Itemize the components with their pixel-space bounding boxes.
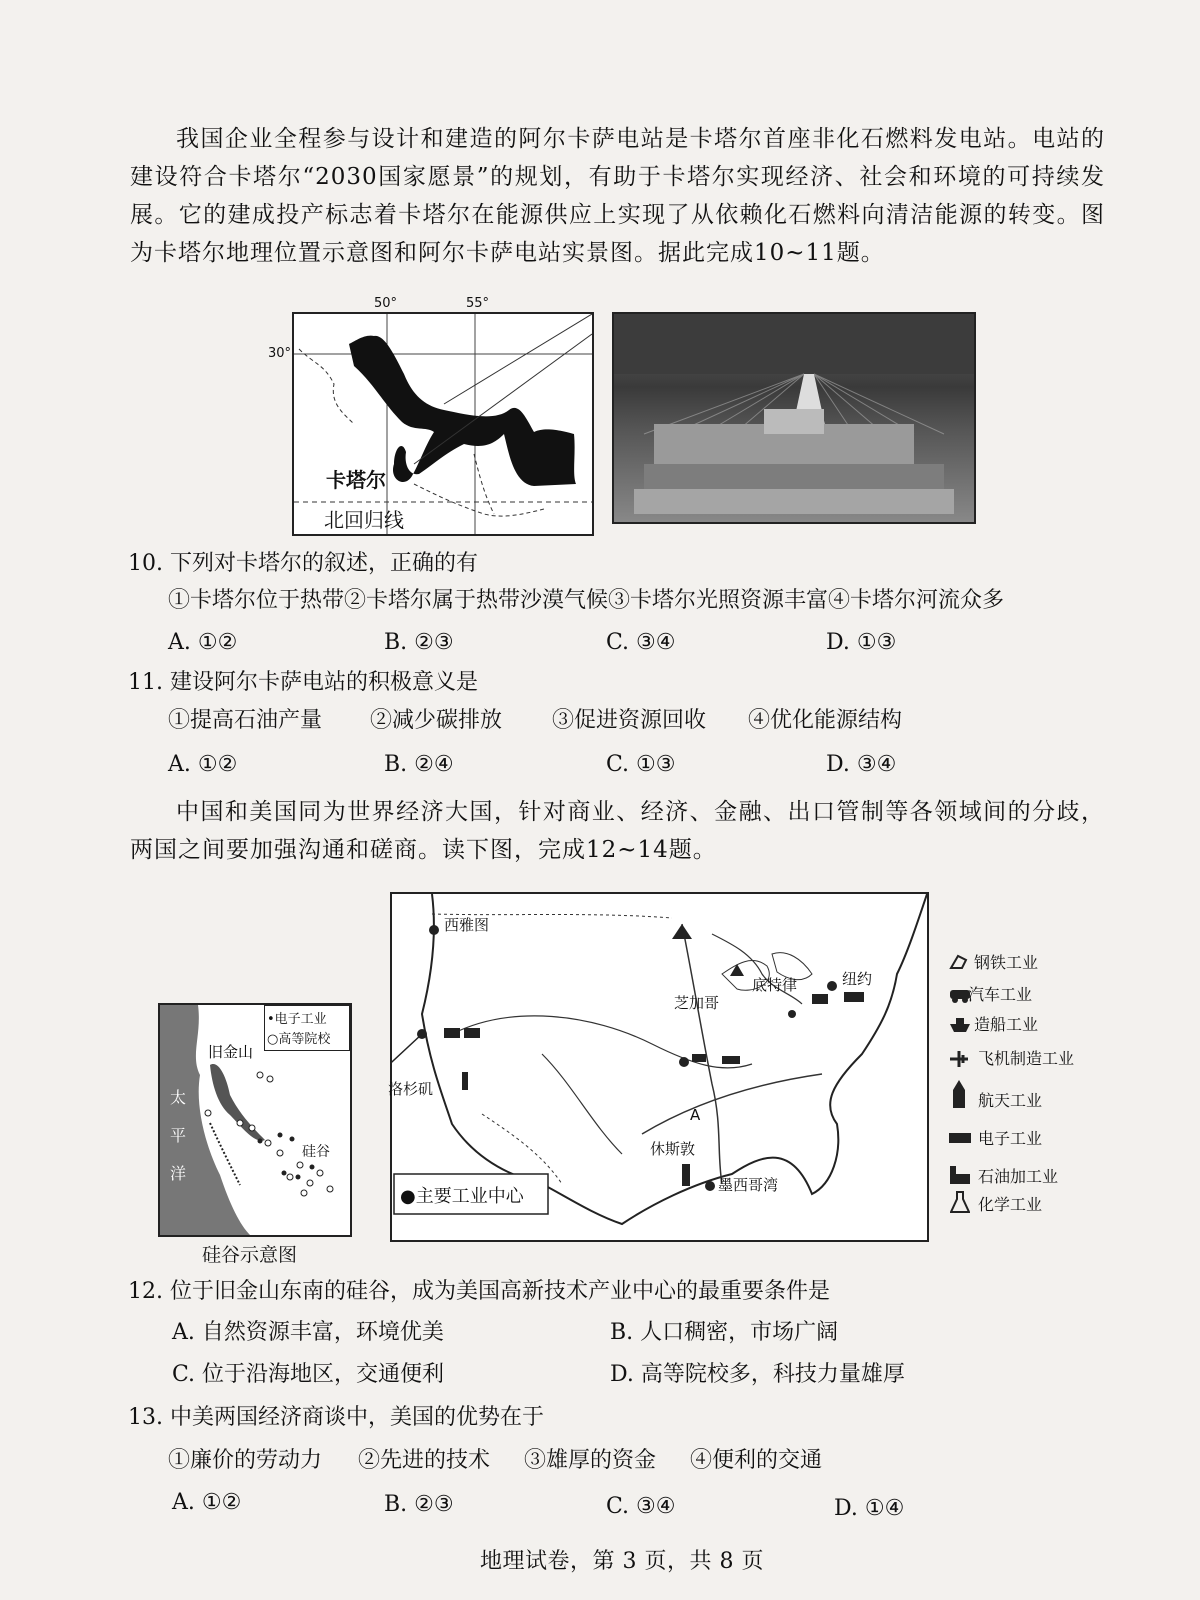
power-station-photo [612, 312, 976, 524]
intro-paragraph-1: 我国企业全程参与设计和建造的阿尔卡萨电站是卡塔尔首座非化石燃料发电站。电站的建设符合卡塔尔“2030国家愿景”的规划，有助于卡塔尔实现经济、社会和环境的可持续发展。它的建成投产标志着卡塔尔在能源供应上实现了从依赖化石燃料向清洁能源的转变。图为卡塔尔地理位置示意图和阿尔卡萨电站实景图。据此完成10~11题。 [130, 126, 1105, 266]
gulf-of-mexico-label: 墨西哥湾 [718, 1176, 779, 1194]
legend-universities: ○高等院校 [267, 1032, 331, 1047]
q11-option-c: C. ①③ [606, 752, 676, 777]
rocket-icon [950, 1080, 968, 1118]
q13-option-b: B. ②③ [384, 1492, 454, 1517]
q11-option-b: B. ②④ [384, 752, 454, 777]
legend-oil-refining: 石油加工业 [978, 1167, 1059, 1186]
q13-option-a: A. ①② [172, 1490, 242, 1515]
q10-option-c: C. ③④ [606, 630, 676, 655]
latitude-30-label: 30° [268, 346, 292, 361]
electronics-icon [948, 1130, 972, 1149]
silicon-valley-label: 硅谷 [302, 1144, 330, 1160]
q12-option-d: D. 高等院校多，科技力量雄厚 [610, 1362, 905, 1387]
question-10-stem: 10. 下列对卡塔尔的叙述，正确的有 [128, 551, 478, 576]
legend-automobile: 汽车工业 [968, 985, 1033, 1004]
q12-option-b: B. 人口稠密，市场广阔 [610, 1320, 839, 1345]
q13-item-2: ②先进的技术 [358, 1448, 491, 1473]
longitude-50-label: 50° [374, 296, 398, 311]
q10-option-a: A. ①② [168, 630, 238, 655]
point-a-label: A [690, 1106, 701, 1124]
seattle-label: 西雅图 [444, 916, 490, 934]
legend-aircraft: 飞机制造工业 [978, 1049, 1075, 1068]
q13-item-1: ①廉价的劳动力 [168, 1448, 323, 1473]
tropic-of-cancer-label: 北回归线 [324, 508, 404, 532]
qatar-map-drawing [294, 314, 592, 534]
legend-electronics-industry: 电子工业 [978, 1129, 1043, 1148]
ship-icon [948, 1014, 972, 1038]
q12-option-a: A. 自然资源丰富，环境优美 [172, 1320, 444, 1345]
us-industrial-map [390, 892, 929, 1242]
legend-electronics: •电子工业 [267, 1012, 327, 1027]
steel-icon [948, 950, 970, 976]
question-11-stem: 11. 建设阿尔卡萨电站的积极意义是 [128, 670, 478, 695]
q11-option-a: A. ①② [168, 752, 238, 777]
new-york-label: 纽约 [842, 970, 873, 988]
airplane-icon [948, 1048, 970, 1074]
san-francisco-label: 旧金山 [208, 1043, 254, 1061]
pacific-label-1: 太 [170, 1088, 187, 1107]
q10-option-b: B. ②③ [384, 630, 454, 655]
question-12-stem: 12. 位于旧金山东南的硅谷，成为美国高新技术产业中心的最重要条件是 [128, 1279, 830, 1304]
q13-item-3: ③雄厚的资金 [524, 1448, 657, 1473]
silicon-valley-inset-map [158, 1003, 352, 1237]
detroit-label: 底特律 [752, 976, 798, 994]
longitude-55-label: 55° [466, 296, 490, 311]
page-footer: 地理试卷，第 3 页，共 8 页 [480, 1549, 764, 1574]
oil-refinery-icon [948, 1162, 972, 1190]
legend-aerospace: 航天工业 [978, 1091, 1043, 1110]
legend-steel: 钢铁工业 [974, 953, 1039, 972]
pacific-label-2: 平 [170, 1126, 187, 1145]
qatar-location-map [268, 296, 594, 536]
question-13-stem: 13. 中美两国经济商谈中，美国的优势在于 [128, 1405, 544, 1430]
los-angeles-label: 洛杉矶 [388, 1080, 434, 1098]
q11-item-2: ②减少碳排放 [370, 708, 503, 733]
legend-chemical: 化学工业 [978, 1195, 1043, 1214]
q11-option-d: D. ③④ [826, 752, 897, 777]
q13-item-4: ④便利的交通 [690, 1448, 823, 1473]
main-industrial-center-legend: ●主要工业中心 [400, 1186, 524, 1207]
houston-label: 休斯敦 [650, 1140, 696, 1158]
qatar-label: 卡塔尔 [326, 468, 386, 492]
question-10-items: ①卡塔尔位于热带②卡塔尔属于热带沙漠气候③卡塔尔光照资源丰富④卡塔尔河流众多 [168, 588, 1005, 613]
q13-option-c: C. ③④ [606, 1494, 676, 1519]
silicon-valley-caption: 硅谷示意图 [202, 1244, 298, 1266]
q11-item-1: ①提高石油产量 [168, 708, 323, 733]
legend-shipbuilding: 造船工业 [974, 1015, 1039, 1034]
intro-paragraph-2: 中国和美国同为世界经济大国，针对商业、经济、金融、出口管制等各领域间的分歧，两国之间要加强沟通和磋商。读下图，完成12~14题。 [130, 799, 1105, 863]
chicago-label: 芝加哥 [674, 994, 720, 1012]
q11-item-3: ③促进资源回收 [552, 708, 707, 733]
q10-option-d: D. ①③ [826, 630, 897, 655]
q11-item-4: ④优化能源结构 [748, 708, 903, 733]
industry-legend [948, 950, 1098, 1240]
flask-icon [950, 1190, 970, 1218]
pacific-label-3: 洋 [170, 1164, 187, 1183]
inset-legend [264, 1005, 350, 1051]
q12-option-c: C. 位于沿海地区，交通便利 [172, 1362, 445, 1387]
q13-option-d: D. ①④ [834, 1496, 905, 1521]
